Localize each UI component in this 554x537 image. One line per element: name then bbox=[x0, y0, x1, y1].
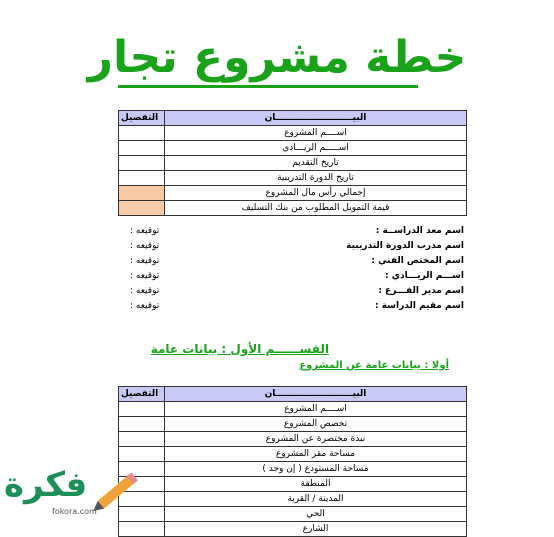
signature-label: اسم مدرب الدورة التدريبية bbox=[346, 241, 464, 251]
table-header-row bbox=[119, 387, 467, 402]
table-row bbox=[119, 462, 467, 477]
table-row bbox=[119, 492, 467, 507]
row-label: إجمالي رأس مال المشروع bbox=[165, 186, 467, 201]
signature-word: توقيعه : bbox=[130, 286, 160, 296]
detail-cell[interactable] bbox=[119, 201, 165, 216]
row-label: تخصص المشروع bbox=[165, 417, 467, 432]
table-row bbox=[119, 171, 467, 186]
table-row bbox=[119, 141, 467, 156]
logo-text: فكرة bbox=[4, 465, 88, 505]
table-row bbox=[119, 156, 467, 171]
table-row bbox=[119, 477, 467, 492]
signature-word: توقيعه : bbox=[130, 226, 160, 236]
signature-row bbox=[0, 301, 554, 315]
signature-label: اسم مقيم الدراسة : bbox=[374, 301, 464, 311]
detail-cell[interactable] bbox=[119, 417, 165, 432]
detail-cell[interactable] bbox=[119, 171, 165, 186]
row-label: نبذة مختصرة عن المشروع bbox=[165, 432, 467, 447]
table-row bbox=[119, 507, 467, 522]
header-detail: التفصيل bbox=[119, 387, 165, 402]
row-label: اســــم المشروع bbox=[165, 402, 467, 417]
table-row bbox=[119, 522, 467, 537]
table-header-row bbox=[119, 111, 467, 126]
table-row bbox=[119, 201, 467, 216]
page-title: خطة مشروع تجار bbox=[87, 32, 467, 83]
project-info-table bbox=[118, 110, 467, 216]
signature-word: توقيعه : bbox=[130, 301, 160, 311]
row-label: اســـــم الريـــادي bbox=[165, 141, 467, 156]
detail-cell[interactable] bbox=[119, 126, 165, 141]
table-row bbox=[119, 417, 467, 432]
detail-cell[interactable] bbox=[119, 141, 165, 156]
row-label: تاريخ الدورة التدريبية bbox=[165, 171, 467, 186]
signature-row bbox=[0, 226, 554, 240]
row-label: المدينة / القرية bbox=[165, 492, 467, 507]
table-row bbox=[119, 402, 467, 417]
detail-cell[interactable] bbox=[119, 432, 165, 447]
signature-label: اسم معد الدراســة : bbox=[375, 226, 464, 236]
logo-url: fokora.com bbox=[52, 507, 97, 516]
detail-cell[interactable] bbox=[119, 186, 165, 201]
row-label: مساحة المستودع ( إن وجد ) bbox=[165, 462, 467, 477]
signature-word: توقيعه : bbox=[130, 256, 160, 266]
row-label: المنطقة bbox=[165, 477, 467, 492]
row-label: الشارع bbox=[165, 522, 467, 537]
signature-label: اسم المختص الفني : bbox=[371, 256, 464, 266]
table-row bbox=[119, 186, 467, 201]
signature-row bbox=[0, 271, 554, 285]
header-statement: البيـــــــــــــــــــــــــان bbox=[165, 111, 467, 126]
signature-row bbox=[0, 256, 554, 270]
title-underline bbox=[118, 85, 418, 88]
signature-row bbox=[0, 286, 554, 300]
signature-label: اسم مدير الفـــرع : bbox=[378, 286, 464, 296]
row-label: مساحة مقر المشروع bbox=[165, 447, 467, 462]
signature-word: توقيعه : bbox=[130, 271, 160, 281]
header-statement: البيـــــــــــــــــــــــــان bbox=[165, 387, 467, 402]
row-label: قيمة التمويل المطلوب من بنك التسليف bbox=[165, 201, 467, 216]
table-row bbox=[119, 447, 467, 462]
general-data-table bbox=[118, 386, 467, 537]
detail-cell[interactable] bbox=[119, 402, 165, 417]
header-detail: التفصيل bbox=[119, 111, 165, 126]
row-label: تاريخ التقديم bbox=[165, 156, 467, 171]
detail-cell[interactable] bbox=[119, 156, 165, 171]
section-title: القســــــم الأول : بيانات عامة bbox=[150, 342, 329, 356]
table-row bbox=[119, 432, 467, 447]
signature-row bbox=[0, 241, 554, 255]
signature-label: اســـم الريـــادي : bbox=[384, 271, 464, 281]
table-row bbox=[119, 126, 467, 141]
section-subtitle: أولا : بيانات عامة عن المشروع bbox=[299, 360, 449, 371]
row-label: الحي bbox=[165, 507, 467, 522]
row-label: اســــم المشروع bbox=[165, 126, 467, 141]
watermark-logo bbox=[0, 460, 150, 526]
signature-word: توقيعه : bbox=[130, 241, 160, 251]
